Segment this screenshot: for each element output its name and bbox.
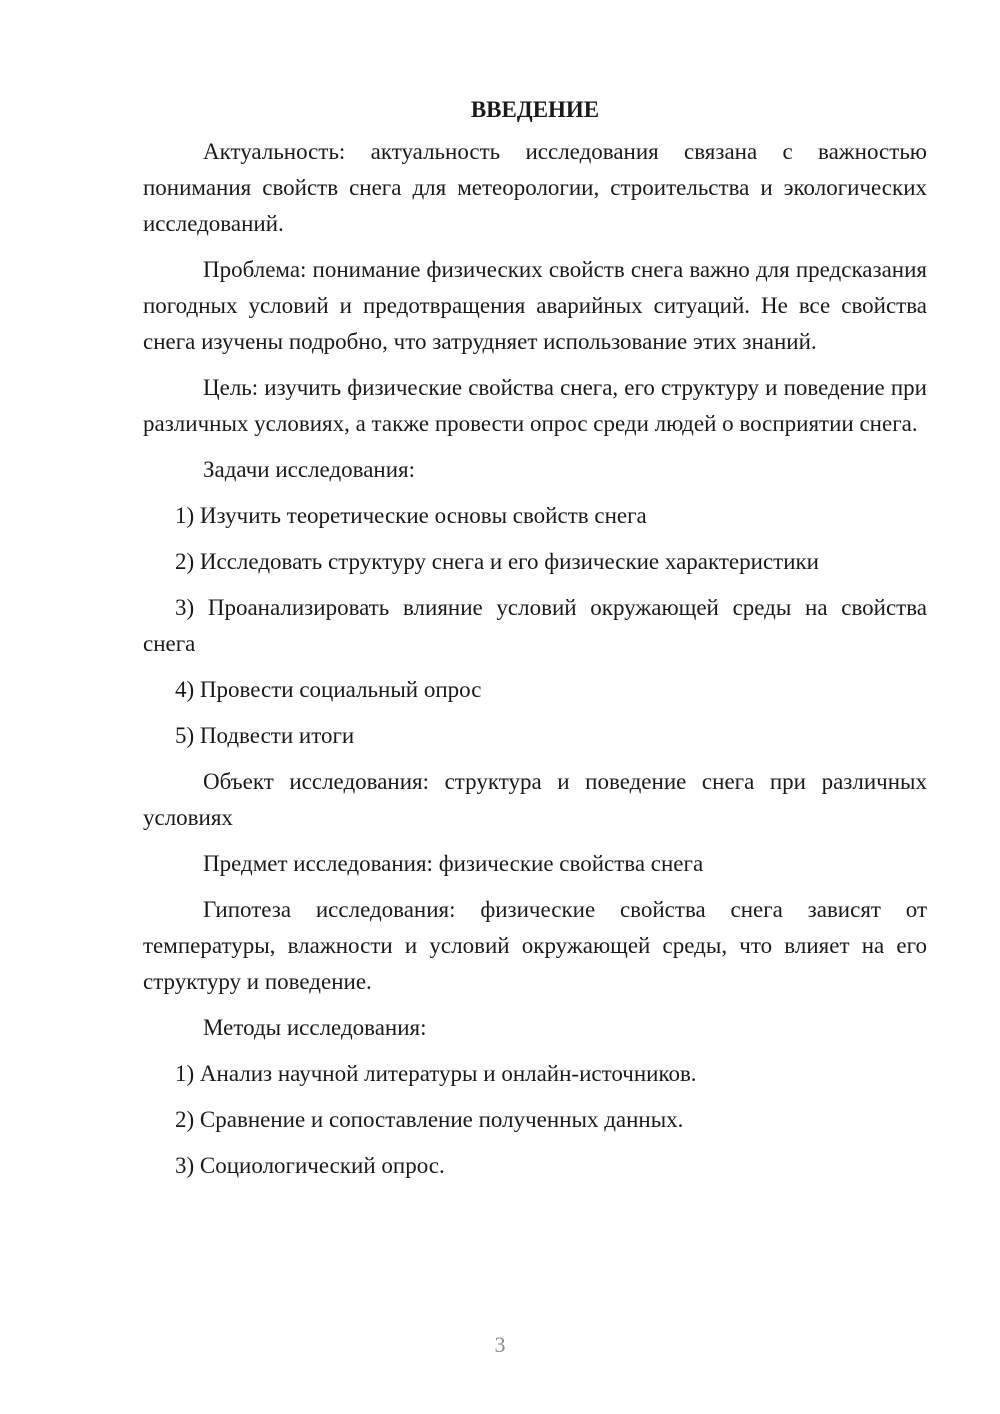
task-item: 3) Проанализировать влияние условий окружающей среды на свойства снега	[143, 595, 927, 656]
task-item: 4) Провести социальный опрос	[175, 677, 482, 702]
method-item: 3) Социологический опрос.	[175, 1153, 445, 1178]
object-paragraph: Объект исследования: структура и поведение снега при различных условиях	[143, 769, 927, 830]
subject-paragraph: Предмет исследования: физические свойства снега	[203, 851, 704, 876]
goal-paragraph: Цель: изучить физические свойства снега, его структуру и поведение при различных условиях, а также провести опрос среди людей о восприятии снега.	[143, 375, 927, 436]
method-item: 1) Анализ научной литературы и онлайн-источников.	[175, 1061, 697, 1086]
document-page	[143, 95, 927, 1194]
method-item: 2) Сравнение и сопоставление полученных данных.	[175, 1107, 684, 1132]
page-title: ВВЕДЕНИЕ	[470, 97, 600, 122]
methods-heading: Методы исследования:	[203, 1015, 427, 1040]
problem-paragraph: Проблема: понимание физических свойств снега важно для предсказания погодных условий и предотвращения аварийных ситуаций. Не все свойства снега изучены подробно, что затрудняет использование этих знаний.	[143, 257, 927, 354]
task-item: 1) Изучить теоретические основы свойств снега	[175, 503, 647, 528]
task-item: 2) Исследовать структуру снега и его физические характеристики	[175, 549, 819, 574]
task-item: 5) Подвести итоги	[175, 723, 355, 748]
hypothesis-paragraph: Гипотеза исследования: физические свойства снега зависят от температуры, влажности и условий окружающей среды, что влияет на его структуру и поведение.	[143, 897, 927, 994]
tasks-heading: Задачи исследования:	[203, 457, 416, 482]
relevance-paragraph: Актуальность: актуальность исследования связана с важностью понимания свойств снега для метеорологии, строительства и экологических исследований.	[143, 139, 927, 236]
page-number: 3	[494, 1332, 506, 1357]
